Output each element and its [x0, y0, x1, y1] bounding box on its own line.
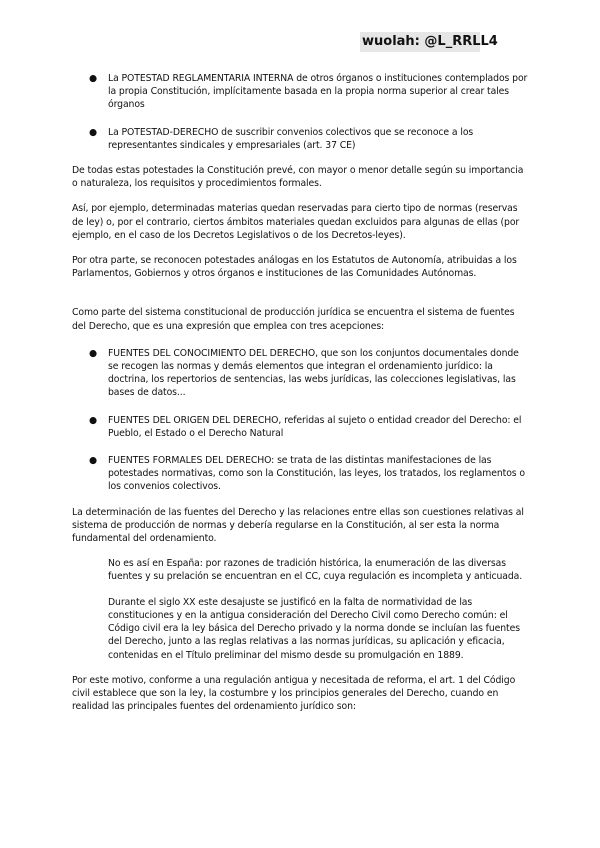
list-item-text: La POTESTAD-DERECHO de suscribir convenios colectivos que se reconoce a los representantes sindicales y empresariales (art. 37 CE) [108, 126, 474, 151]
list-item [72, 347, 530, 400]
list-item-text: FUENTES DEL ORIGEN DEL DERECHO, referidas al sujeto o entidad creador del Derecho: el Pueblo, el Estado o el Derecho Natural [108, 414, 522, 439]
paragraph: Como parte del sistema constitucional de producción jurídica se encuentra el sistema de fuentes del Derecho, que es una expresión que emplea con tres acepciones: [72, 307, 515, 332]
watermark-label: wuolah: @L_RRLL4 [360, 32, 480, 52]
list-item-text: FUENTES FORMALES DEL DERECHO: se trata de las distintas manifestaciones de las potestades normativas, como son la Constitución, las leyes, los tratados, los reglamentos o los convenios colectivos. [108, 455, 525, 493]
list-item [72, 126, 530, 152]
paragraph: Así, por ejemplo, determinadas materias quedan reservadas para cierto tipo de normas (reservas de ley) o, por el contrario, ciertos ámbitos materiales quedan excluidos para algunas de ellas (por ejemplo, en el caso de los Decretos Legislativos o de los Decretos-leyes). [72, 203, 520, 241]
bullet-icon: ● [89, 414, 98, 426]
indented-paragraph: No es así en España: por razones de tradición histórica, la enumeración de las diversas fuentes y su prelación se encuentran en el CC, cuya regulación es incompleta y anticuada. [108, 558, 523, 583]
bullet-icon: ● [89, 73, 98, 84]
list-item [72, 72, 530, 112]
bullet-icon: ● [89, 126, 98, 138]
paragraph: La determinación de las fuentes del Derecho y las relaciones entre ellas son cuestiones relativas al sistema de producción de normas y debería regularse en la Constitución, al ser esta la norma fundamental del ordenamiento. [72, 506, 524, 545]
paragraph: Por este motivo, conforme a una regulación antigua y necesitada de reforma, el art. 1 del Código civil establece que son la ley, la costumbre y los principios generales del Derecho, cuando en realidad las principales fuentes del ordenamiento jurídico son: [72, 674, 516, 713]
indented-paragraph: Durante el siglo XX este desajuste se justificó en la falta de normatividad de las constituciones y en la antigua consideración del Derecho Civil como Derecho común: el Código civil era la ley básica del Derecho privado y la norma donde se incluían las fuentes del Derecho, junto a las reglas relativas a las normas jurídicas, su aplicación y eficacia, contenidas en el Título preliminar del mismo desde su promulgación en 1889. [108, 596, 520, 661]
bullet-icon: ● [89, 347, 98, 359]
bullet-icon: ● [89, 455, 98, 467]
list-item [72, 454, 530, 494]
document-body [72, 68, 530, 713]
paragraph: De todas estas potestades la Constitución prevé, con mayor o menor detalle según su importancia o naturaleza, los requisitos y procedimientos formales. [72, 165, 524, 190]
paragraph: Por otra parte, se reconocen potestades análogas en los Estatutos de Autonomía, atribuidas a los Parlamentos, Gobiernos y otros órganos e instituciones de las Comunidades Autónomas. [72, 255, 517, 280]
list-item-text: FUENTES DEL CONOCIMIENTO DEL DERECHO, que son los conjuntos documentales donde se recogen las normas y demás elementos que integran el ordenamiento jurídico: la doctrina, los repertorios de sentencias, las webs jurídicas, las colecciones legislativas, las bases de datos... [108, 347, 519, 399]
list-item [72, 414, 530, 440]
list-item-text: La POTESTAD REGLAMENTARIA INTERNA de otros órganos o instituciones contemplados por la propia Constitución, implícitamente basada en la propia norma superior al crear tales órganos [108, 73, 528, 111]
